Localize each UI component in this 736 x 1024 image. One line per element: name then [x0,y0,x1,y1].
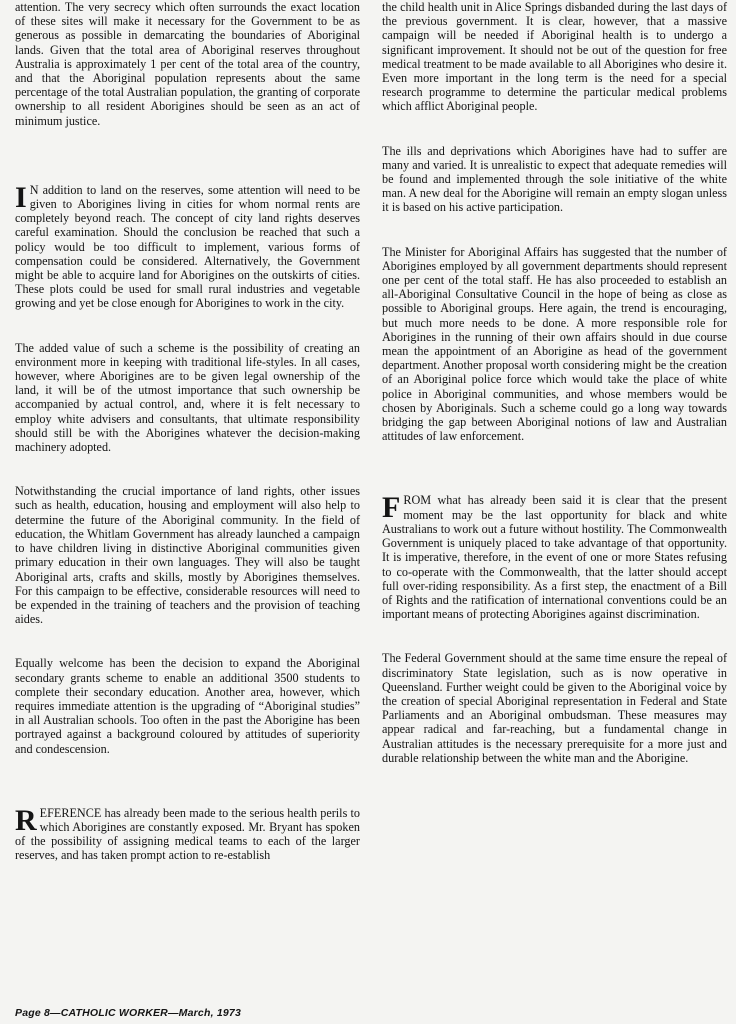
right-column [382,0,727,765]
page-footer: Page 8—CATHOLIC WORKER—March, 1973 [15,1007,241,1019]
paragraph: The Minister for Aboriginal Affairs has suggested that the number of Aborigines employed by all government departments should represent one per cent of the total staff. He has also proceeded to establish an all-Aboriginal Consultative Council in the hope of being as close as possible to Aboriginal groups. Here again, the trend is encouraging, but much more needs to be done. A more responsible role for Aborigines in the running of their own affairs should in due course mean the appointment of an Aborigine as head of the government department. Another proposal worth considering might be the creation of an Aboriginal police force which would take the place of white police in Aboriginal communities, and whose members would be chosen by Aboriginals. Such a scheme could go a long way towards bridging the gap between Aboriginal notions of law and Australian attitudes of law enforcement. [382,244,727,444]
drop-cap: I [15,180,27,214]
drop-cap: R [15,803,37,837]
paragraph [382,493,727,621]
paragraph-text: EFERENCE has already been made to the serious health perils to which Aborigines are constantly exposed. Mr. Bryant has spoken of the possibility of assigning medical teams to each of the larger reserves, and has taken prompt action to re-establish [15,805,360,863]
paragraph: The ills and deprivations which Aborigines have had to suffer are many and varied. It is unrealistic to expect that adequate remedies will be found and implemented through the sole initiative of the white man. A new deal for the Aborigine will remain an empty slogan unless it is based on his active participation. [382,143,727,215]
paragraph: The Federal Government should at the same time ensure the repeal of discriminatory State legislation, such as is now operative in Queensland. Further weight could be given to the Aboriginal voice by the creation of special Aboriginal representation in Federal and State Parliaments and an Aboriginal ombudsman. These measures may appear radical and far-reaching, but a fundamental change in Australian attitudes is the necessary prerequisite for a more just and durable relationship between the white man and the Aborigine. [382,651,727,765]
paragraph-text: ROM what has already been said it is clear that the present moment may be the last opportunity for black and white Australians to work out a future without hostility. The Commonwealth Government is uniquely placed to take advantage of that opportunity. It is imperative, therefore, in the event of one or more States refusing to co-operate with the Commonwealth, that the latter should accept full over-riding responsibility. As a first step, the enactment of a Bill of Rights and the ratification of international conventions could be an important means of protecting Aborigines against discrimination. [382,493,727,622]
paragraph [15,803,360,863]
paragraph: The added value of such a scheme is the possibility of creating an environment more in keeping with traditional life-styles. In all cases, however, where Aborigines are to be given legal ownership of the land, it will be of the utmost importance that such ownership be accompanied by actual control, and, where it is felt necessary to employ white advisers and consultants, that ultimate responsibility should still be with the Aborigines whatever the decision-making machinery adopted. [15,340,360,455]
paragraph [15,180,360,311]
left-column [15,0,360,863]
paragraph-text: N addition to land on the reserves, some attention will need to be given to Aborigines living in cities for whom normal rents are completely beyond reach. The concept of city land rights deserves careful examination. Should the conclusion be reached that such a policy would be too difficult to implement, various forms of compensation could be considered. Alternatively, the Government might be able to acquire land for Aborigines on the outskirts of cities. These plots could be used for small rural industries and vegetable growing and yet be close enough for Aborigines to work in the city. [15,182,360,311]
drop-cap: F [382,491,401,525]
paragraph: the child health unit in Alice Springs disbanded during the last days of the previous government. It is clear, however, that a massive campaign will be needed if Aboriginal health is to undergo a significant improvement. It should not be out of the question for free medical treatment to be made available to all Aborigines who desire it. Even more important in the long term is the need for a special research programme to determine the particular medical problems which afflict Aboriginal people. [382,0,727,114]
paragraph: Notwithstanding the crucial importance of land rights, other issues such as health, education, housing and employment will also help to determine the future of the Aboriginal community. In the field of education, the Whitlam Government has already launched a campaign to have children living in distinctive Aboriginal communities given primary education in their own languages. They will also be taught Aboriginal arts, crafts and skills, mostly by Aborigines themselves. For this campaign to be effective, considerable resources will need to be expended in the training of teachers and the provision of teaching aides. [15,484,360,627]
paragraph: Equally welcome has been the decision to expand the Aboriginal secondary grants scheme to enable an additional 3500 students to complete their secondary education. Another area, however, which requires immediate attention is the upgrading of “Aboriginal studies” in all Australian schools. Too often in the past the Aborigine has been portrayed against a background coloured by attitudes of superiority and condescension. [15,656,360,756]
paragraph: attention. The very secrecy which often surrounds the exact location of these sites will make it necessary for the Government to be as generous as possible in demarcating the boundaries of Aboriginal lands. Given that the total area of Aboriginal reserves throughout Australia is approximately 1 per cent of the total area of the country, and that the Aboriginal population represents about the same percentage of the total Australian population, the granting of corporate ownership to all resident Aborigines should be seen as an act of minimum justice. [15,0,360,128]
